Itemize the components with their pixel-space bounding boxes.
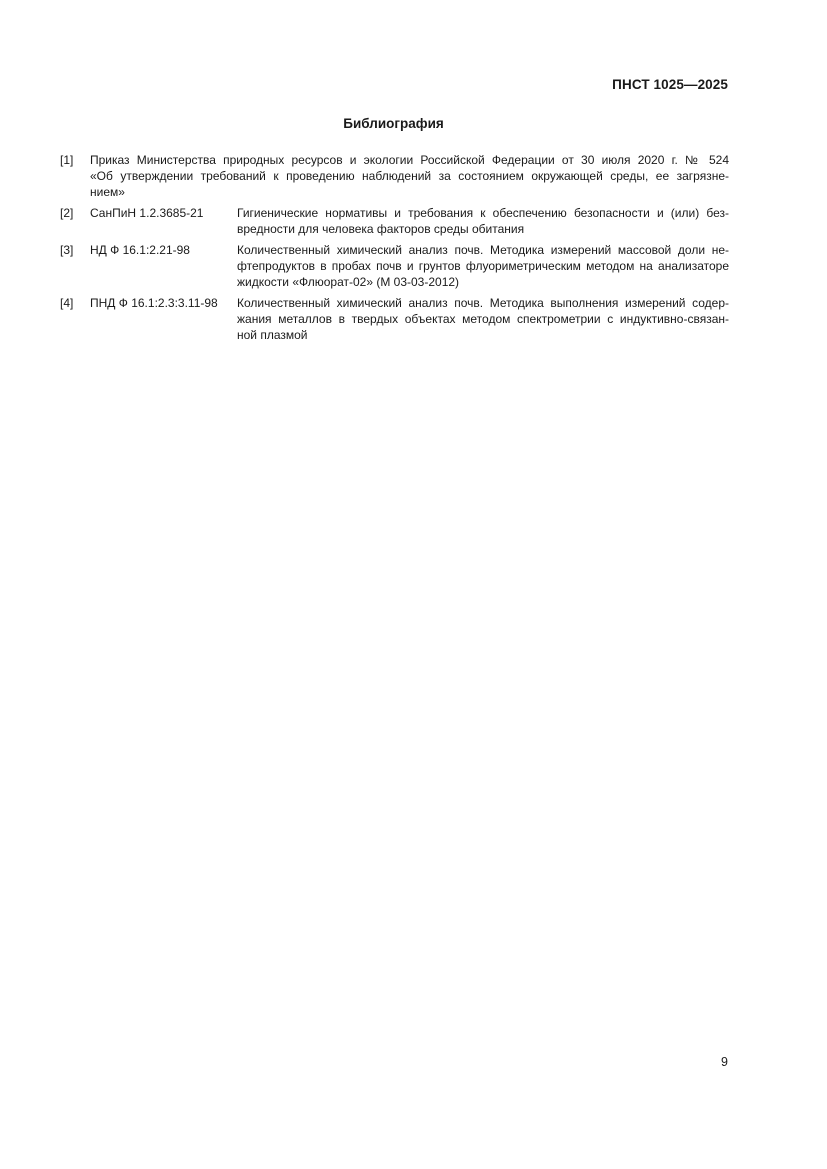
entry-code: ПНД Ф 16.1:2.3:3.11-98 xyxy=(90,296,218,310)
entry-text-line: фтепродуктов в пробах почв и грунтов флуориметрическим методом на анализаторе xyxy=(237,259,729,273)
bibliography-entry-2 xyxy=(60,205,729,237)
entry-text xyxy=(237,205,729,237)
entry-text-line: жидкости «Флюорат-02» (М 03-03-2012) xyxy=(237,275,460,289)
entry-number: [1] xyxy=(60,153,74,167)
entry-text-line: нием» xyxy=(90,185,125,199)
bibliography-list xyxy=(60,152,729,348)
entry-code: СанПиН 1.2.3685-21 xyxy=(90,206,204,220)
entry-text-line: ной плазмой xyxy=(237,328,308,342)
page-number: 9 xyxy=(721,1055,728,1069)
entry-number: [3] xyxy=(60,243,74,257)
entry-text-line: Гигиенические нормативы и требования к обеспечению безопасности и (или) без- xyxy=(237,206,729,220)
entry-text xyxy=(237,295,729,343)
bibliography-entry-4 xyxy=(60,295,729,343)
entry-text-line: вредности для человека факторов среды обитания xyxy=(237,222,525,236)
entry-number: [4] xyxy=(60,296,74,310)
bibliography-entry-3 xyxy=(60,242,729,290)
entry-text-line: Количественный химический анализ почв. Методика выполнения измерений содер- xyxy=(237,296,729,310)
entry-text xyxy=(90,152,729,200)
entry-text-line: Приказ Министерства природных ресурсов и экологии Российской Федерации от 30 июля 2020 г. № 524 xyxy=(90,153,729,167)
bibliography-entry-1 xyxy=(60,152,729,200)
bibliography-title: Библиография xyxy=(343,116,444,131)
document-code: ПНСТ 1025—2025 xyxy=(612,77,728,92)
entry-code: НД Ф 16.1:2.21-98 xyxy=(90,243,190,257)
entry-number: [2] xyxy=(60,206,74,220)
entry-text-line: жания металлов в твердых объектах методом спектрометрии с индуктивно-связан- xyxy=(237,312,729,326)
entry-text xyxy=(237,242,729,290)
entry-text-line: Количественный химический анализ почв. Методика измерений массовой доли не- xyxy=(237,243,729,257)
entry-text-line: «Об утверждении требований к проведению наблюдений за состоянием окружающей среды, ее загрязне- xyxy=(90,169,729,183)
